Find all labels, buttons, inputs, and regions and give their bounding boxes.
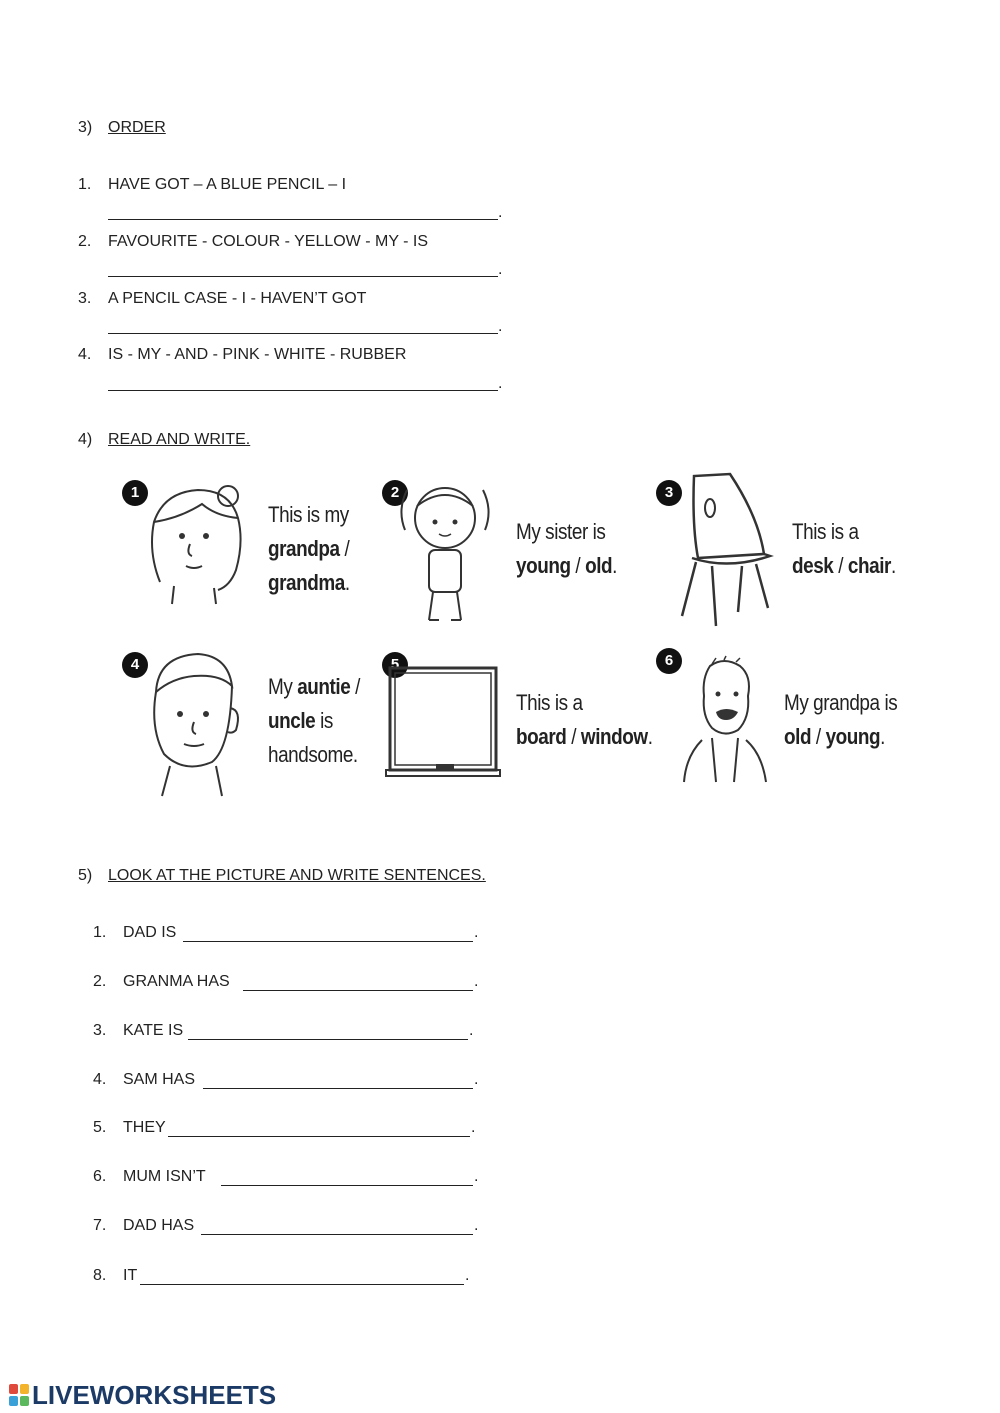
caption-text: My grandpa is <box>784 690 898 715</box>
sentence-number: 5. <box>93 1119 107 1136</box>
section4-heading <box>78 430 250 450</box>
caption-text: . <box>612 553 618 578</box>
caption-5 <box>516 686 653 754</box>
caption-text: . <box>890 553 896 578</box>
uncle-face-illustration <box>140 648 250 798</box>
sentence-number: 7. <box>93 1217 107 1234</box>
sentence-prompt: THEY <box>123 1119 166 1136</box>
caption-text: This is a <box>792 519 859 544</box>
sentence-number: 1. <box>93 924 107 941</box>
caption-text: My <box>268 674 298 699</box>
section3-number: 3) <box>78 119 93 136</box>
board-illustration <box>386 664 502 782</box>
sentence-number: 6. <box>93 1168 107 1185</box>
girl-face-illustration <box>140 482 250 606</box>
sentence-item <box>93 923 493 943</box>
section5-heading <box>78 866 486 886</box>
order-item-number: 3. <box>78 290 92 307</box>
sentence-item <box>93 1266 493 1286</box>
caption-3 <box>792 515 896 583</box>
option-word: uncle <box>268 708 316 733</box>
caption-4 <box>268 670 360 772</box>
caption-text: . <box>647 724 653 749</box>
answer-line[interactable] <box>201 1234 473 1235</box>
sentence-item <box>93 1167 493 1187</box>
section4-title: READ AND WRITE. <box>108 431 251 448</box>
caption-6 <box>784 686 897 754</box>
order-item <box>78 232 428 252</box>
option-word: young <box>516 553 571 578</box>
line-end: . <box>498 261 503 278</box>
sentence-item <box>93 1118 493 1138</box>
line-end: . <box>469 1022 474 1039</box>
answer-line[interactable] <box>108 276 498 277</box>
picture-badge: 4 <box>122 652 148 678</box>
caption-text: . <box>344 570 350 595</box>
sentence-prompt: DAD IS <box>123 924 177 941</box>
sentence-item <box>93 1070 493 1090</box>
option-word: old <box>585 553 613 578</box>
order-item-text: IS - MY - AND - PINK - WHITE - RUBBER <box>108 346 407 363</box>
section5-number: 5) <box>78 867 93 884</box>
sentence-number: 2. <box>93 973 107 990</box>
answer-line[interactable] <box>140 1284 464 1285</box>
answer-line[interactable] <box>183 941 473 942</box>
caption-text: / <box>566 724 581 749</box>
option-word: old <box>784 724 812 749</box>
order-item <box>78 175 346 195</box>
line-end: . <box>471 1119 476 1136</box>
order-item-text: FAVOURITE - COLOUR - YELLOW - MY - IS <box>108 233 429 250</box>
chair-illustration <box>672 466 782 632</box>
grandpa-illustration <box>682 656 768 786</box>
option-word: grandpa <box>268 536 340 561</box>
option-word: desk <box>792 553 834 578</box>
picture-badge: 5 <box>382 652 408 678</box>
sentence-prompt: GRANMA HAS <box>123 973 230 990</box>
line-end: . <box>474 1217 479 1234</box>
section3-title: ORDER <box>108 119 166 136</box>
line-end: . <box>465 1267 470 1284</box>
sentence-number: 4. <box>93 1071 107 1088</box>
caption-text: / <box>570 553 586 578</box>
option-word: board <box>516 724 567 749</box>
caption-text: is <box>315 708 333 733</box>
answer-line[interactable] <box>108 333 498 334</box>
line-end: . <box>474 924 479 941</box>
caption-text: handsome. <box>268 742 358 767</box>
option-word: window <box>580 724 648 749</box>
sentence-number: 3. <box>93 1022 107 1039</box>
sentence-item <box>93 1216 493 1236</box>
option-word: grandma <box>268 570 345 595</box>
order-item <box>78 345 406 365</box>
order-item-number: 2. <box>78 233 92 250</box>
caption-text: This is my <box>268 502 349 527</box>
answer-line[interactable] <box>243 990 473 991</box>
answer-line[interactable] <box>188 1039 468 1040</box>
order-item-text: A PENCIL CASE - I - HAVEN’T GOT <box>108 290 367 307</box>
caption-text: This is a <box>516 690 583 715</box>
option-word: chair <box>847 553 891 578</box>
caption-text: / <box>350 674 361 699</box>
picture-badge: 2 <box>382 480 408 506</box>
sentence-number: 8. <box>93 1267 107 1284</box>
order-item-number: 1. <box>78 176 92 193</box>
section5-title: LOOK AT THE PICTURE AND WRITE SENTENCES. <box>108 867 486 884</box>
caption-2 <box>516 515 617 583</box>
option-word: young <box>825 724 881 749</box>
sentence-prompt: KATE IS <box>123 1022 184 1039</box>
answer-line[interactable] <box>221 1185 473 1186</box>
answer-line[interactable] <box>203 1088 473 1089</box>
sentence-item <box>93 1021 493 1041</box>
picture-badge: 3 <box>656 480 682 506</box>
sentence-prompt: SAM HAS <box>123 1071 196 1088</box>
sentence-prompt: MUM ISN’T <box>123 1168 206 1185</box>
line-end: . <box>498 204 503 221</box>
sentence-prompt: IT <box>123 1267 138 1284</box>
section4-number: 4) <box>78 431 93 448</box>
line-end: . <box>474 1168 479 1185</box>
sentence-item <box>93 972 493 992</box>
caption-text: . <box>880 724 886 749</box>
caption-text: / <box>833 553 848 578</box>
answer-line[interactable] <box>108 390 498 391</box>
liveworksheets-logo[interactable] <box>8 1380 276 1410</box>
caption-text: My sister is <box>516 519 606 544</box>
caption-text: / <box>811 724 826 749</box>
picture-badge: 1 <box>122 480 148 506</box>
logo-text: LIVEWORKSHEETS <box>32 1380 277 1410</box>
answer-line[interactable] <box>108 219 498 220</box>
line-end: . <box>498 318 503 335</box>
section3-heading <box>78 118 166 138</box>
option-word: auntie <box>297 674 351 699</box>
liveworksheets-mark-icon <box>8 1382 30 1408</box>
order-item-number: 4. <box>78 346 92 363</box>
caption-text: / <box>339 536 350 561</box>
order-item-text: HAVE GOT – A BLUE PENCIL – I <box>108 176 347 193</box>
line-end: . <box>474 1071 479 1088</box>
answer-line[interactable] <box>168 1136 470 1137</box>
caption-1 <box>268 498 350 600</box>
line-end: . <box>474 973 479 990</box>
sister-illustration <box>395 470 495 625</box>
picture-badge: 6 <box>656 648 682 674</box>
line-end: . <box>498 375 503 392</box>
sentence-prompt: DAD HAS <box>123 1217 195 1234</box>
order-item <box>78 289 366 309</box>
